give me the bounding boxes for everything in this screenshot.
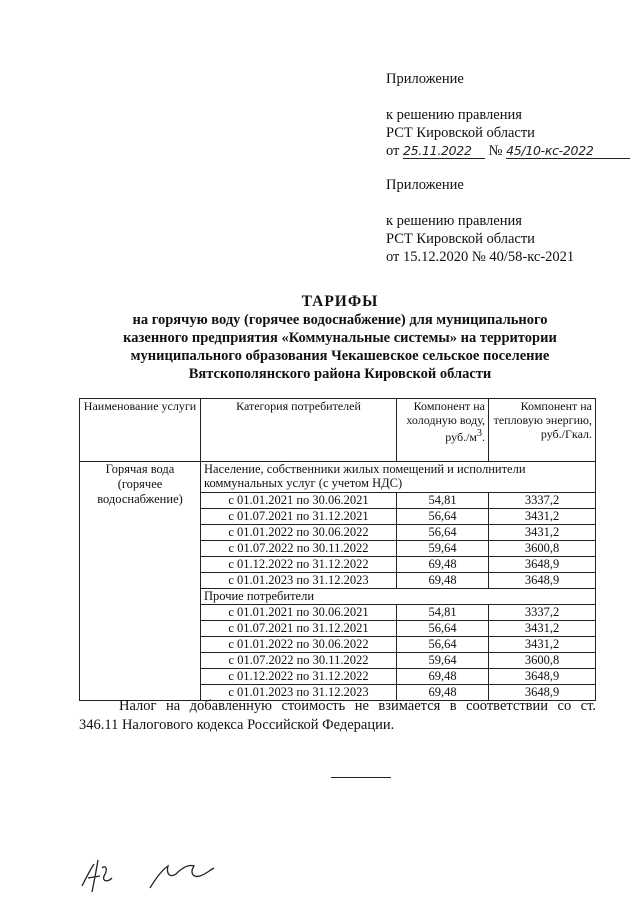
period-cell: с 01.07.2021 по 31.12.2021 [201, 621, 397, 637]
cold-cell: 69,48 [397, 557, 489, 573]
cold-cell: 69,48 [397, 669, 489, 685]
cold-cell: 56,64 [397, 637, 489, 653]
number-prefix: № [488, 143, 503, 159]
cold-cell: 59,64 [397, 653, 489, 669]
heat-cell: 3337,2 [489, 493, 596, 509]
heat-cell: 3648,9 [489, 685, 596, 701]
heat-cell: 3648,9 [489, 669, 596, 685]
header-category: Категория потребителей [201, 399, 397, 462]
appendix-new-line1: к решению правления [386, 107, 522, 123]
end-divider [331, 777, 391, 778]
appendix-old-line1: к решению правления [386, 213, 522, 229]
heat-cell: 3337,2 [489, 605, 596, 621]
period-cell: с 01.12.2022 по 31.12.2022 [201, 557, 397, 573]
heat-cell: 3648,9 [489, 557, 596, 573]
tax-note-line1: Налог на добавленную стоимость не взимается в соответствии со ст. [119, 698, 596, 714]
group-label: Прочие потребители [201, 589, 596, 605]
header-cold-water [397, 399, 489, 462]
tax-note-line2: 346.11 Налогового кодекса Российской Федерации. [79, 717, 395, 733]
cold-cell: 59,64 [397, 541, 489, 557]
cold-cell: 56,64 [397, 509, 489, 525]
heat-cell: 3431,2 [489, 525, 596, 541]
signature-marks [76, 848, 236, 898]
appendix-old-line2: РСТ Кировской области [386, 231, 535, 247]
title-line: на горячую воду (горячее водоснабжение) для муниципального [132, 312, 548, 328]
cold-cell: 54,81 [397, 493, 489, 509]
appendix-old-line3: от 15.12.2020 № 40/58-кс-2021 [386, 249, 575, 265]
period-cell: с 01.12.2022 по 31.12.2022 [201, 669, 397, 685]
group-label: Население, собственники жилых помещений и исполнители коммунальных услуг (с учетом НДС) [201, 462, 596, 493]
heat-cell: 3431,2 [489, 509, 596, 525]
title-line: Вятскополянского района Кировской области [188, 366, 492, 382]
table-header-row [80, 399, 596, 462]
appendix-new-title: Приложение [386, 71, 464, 87]
heat-cell: 3600,8 [489, 541, 596, 557]
heat-cell: 3431,2 [489, 637, 596, 653]
title-line: казенного предприятия «Коммунальные системы» на территории [123, 330, 557, 346]
appendix-new-date-line [386, 142, 630, 160]
period-cell: с 01.07.2021 по 31.12.2021 [201, 509, 397, 525]
period-cell: с 01.01.2023 по 31.12.2023 [201, 685, 397, 701]
date-prefix: от [386, 143, 400, 159]
handwritten-number: 45/10-кс-2022 [506, 144, 630, 159]
header-heat: Компонент на тепловую энергию, руб./Гкал. [489, 399, 596, 462]
title-line: муниципального образования Чекашевское сельское поселение [130, 348, 550, 364]
heat-cell: 3600,8 [489, 653, 596, 669]
signature-initials-1 [82, 860, 112, 892]
group-row [80, 462, 596, 493]
appendix-old [386, 176, 574, 266]
title-main: ТАРИФЫ [301, 293, 379, 310]
header-cold-water-text: Компонент на холодную воду, руб./м [406, 399, 485, 444]
period-cell: с 01.01.2022 по 30.06.2022 [201, 525, 397, 541]
cold-cell: 69,48 [397, 573, 489, 589]
heat-cell: 3431,2 [489, 621, 596, 637]
period-cell: с 01.01.2021 по 30.06.2021 [201, 605, 397, 621]
period-cell: с 01.07.2022 по 30.11.2022 [201, 653, 397, 669]
service-name: Горячая вода (горячее водоснабжение) [80, 462, 201, 701]
period-cell: с 01.01.2023 по 31.12.2023 [201, 573, 397, 589]
tax-note [79, 697, 596, 735]
header-cold-water-tail: . [482, 430, 485, 444]
appendix-new [386, 70, 630, 160]
cold-cell: 56,64 [397, 525, 489, 541]
appendix-new-line2: РСТ Кировской области [386, 125, 535, 141]
cold-cell: 56,64 [397, 621, 489, 637]
period-cell: с 01.07.2022 по 30.11.2022 [201, 541, 397, 557]
document-title [80, 293, 600, 383]
period-cell: с 01.01.2021 по 30.06.2021 [201, 493, 397, 509]
appendix-old-title: Приложение [386, 177, 464, 193]
handwritten-date: 25.11.2022 [403, 144, 485, 159]
header-cold-water-sup: 3 [477, 428, 482, 439]
signature-initials-2 [150, 865, 214, 888]
tariff-table [79, 398, 596, 701]
period-cell: с 01.01.2022 по 30.06.2022 [201, 637, 397, 653]
cold-cell: 54,81 [397, 605, 489, 621]
heat-cell: 3648,9 [489, 573, 596, 589]
cold-cell: 69,48 [397, 685, 489, 701]
header-service: Наименование услуги [80, 399, 201, 462]
